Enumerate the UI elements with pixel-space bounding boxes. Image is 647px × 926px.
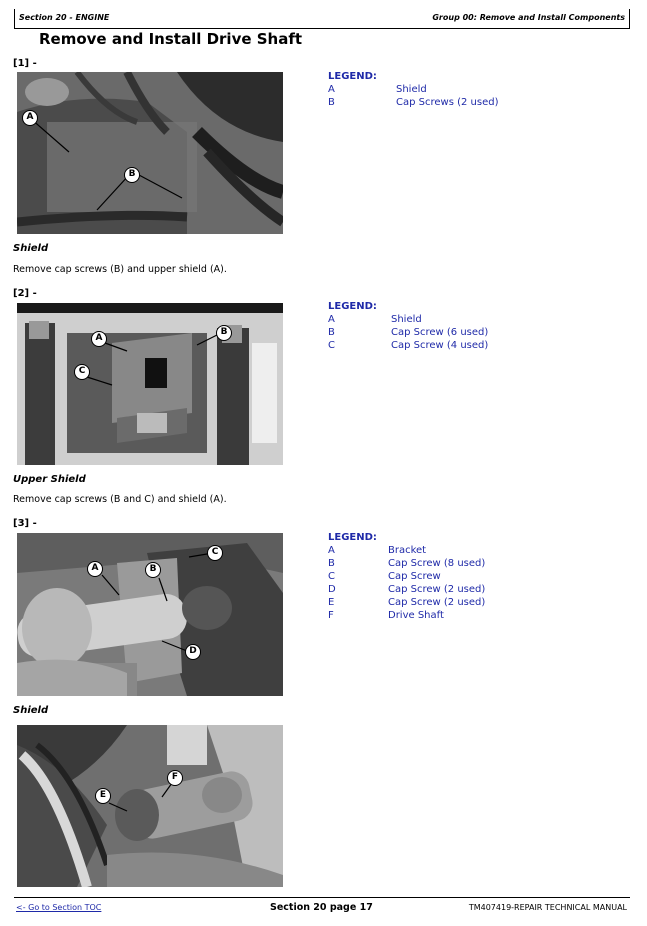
legend-title: LEGEND:: [328, 71, 377, 82]
legend-desc: Cap Screw (4 used): [391, 340, 489, 351]
legend-row: [328, 571, 441, 584]
legend-row: [328, 597, 486, 610]
legend-desc: Cap Screw (6 used): [391, 327, 489, 338]
legend-row: [328, 558, 486, 571]
page-header: [14, 9, 630, 29]
header-group: Group 00: Remove and Install Components: [432, 13, 625, 22]
legend-letter: A: [328, 84, 335, 95]
legend-desc: Cap Screw: [388, 571, 441, 582]
step-2-instruction: Remove cap screws (B and C) and shield (A).: [13, 494, 227, 505]
step-3-callout-b: B: [145, 562, 161, 578]
step-3-callout-c: C: [207, 545, 223, 561]
step-1-callout-b: B: [124, 167, 140, 183]
step-1-label: [1] -: [13, 58, 37, 69]
legend-row: [328, 314, 422, 327]
step-1-legend: [328, 71, 499, 110]
step-1-instruction: Remove cap screws (B) and upper shield (A).: [13, 264, 227, 275]
step-3-caption: Shield: [13, 705, 49, 716]
step-2-photo: [17, 303, 283, 465]
legend-letter: C: [328, 340, 335, 351]
step-2-callout-a: A: [91, 331, 107, 347]
page-title: Remove and Install Drive Shaft: [39, 30, 303, 48]
step-3-callout-a: A: [87, 561, 103, 577]
step-3-legend: [328, 532, 486, 623]
legend-desc: Shield: [391, 314, 422, 325]
legend-row: [328, 584, 486, 597]
step-3-photo-1: [17, 533, 283, 696]
legend-row: [328, 327, 489, 340]
step-3-callout-e: E: [95, 788, 111, 804]
legend-letter: A: [328, 314, 335, 325]
legend-letter: B: [328, 97, 335, 108]
legend-title: LEGEND:: [328, 532, 377, 543]
legend-row: [328, 610, 444, 623]
legend-letter: B: [328, 558, 335, 569]
legend-letter: F: [328, 610, 334, 621]
page-number: Section 20 page 17: [270, 902, 373, 913]
legend-desc: Cap Screw (8 used): [388, 558, 486, 569]
legend-letter: B: [328, 327, 335, 338]
header-section: Section 20 - ENGINE: [19, 13, 110, 22]
step-3-callout-f: F: [167, 770, 183, 786]
step-3-label: [3] -: [13, 518, 37, 529]
legend-row: [328, 545, 427, 558]
step-3-callout-d: D: [185, 644, 201, 660]
legend-desc: Bracket: [388, 545, 427, 556]
legend-row: [328, 84, 427, 97]
legend-letter: C: [328, 571, 335, 582]
step-2-legend: [328, 301, 489, 353]
step-1-photo: [17, 72, 283, 234]
legend-desc: Cap Screw (2 used): [388, 584, 486, 595]
legend-desc: Cap Screw (2 used): [388, 597, 486, 608]
legend-letter: A: [328, 545, 335, 556]
legend-row: [328, 340, 489, 353]
legend-desc: Cap Screws (2 used): [396, 97, 499, 108]
legend-desc: Drive Shaft: [388, 610, 444, 621]
step-2-callout-c: C: [74, 364, 90, 380]
step-2-label: [2] -: [13, 288, 37, 299]
manual-name: TM407419-REPAIR TECHNICAL MANUAL: [468, 903, 627, 912]
legend-title: LEGEND:: [328, 301, 377, 312]
legend-row: [328, 97, 499, 110]
step-3-photo-2: [17, 725, 283, 887]
legend-letter: E: [328, 597, 335, 608]
section-toc-link[interactable]: <- Go to Section TOC: [16, 903, 102, 912]
step-1-callout-a: A: [22, 110, 38, 126]
page-footer: [14, 897, 630, 917]
step-2-callout-b: B: [216, 325, 232, 341]
legend-letter: D: [328, 584, 336, 595]
step-2-caption: Upper Shield: [13, 474, 86, 485]
legend-desc: Shield: [396, 84, 427, 95]
step-1-caption: Shield: [13, 243, 49, 254]
